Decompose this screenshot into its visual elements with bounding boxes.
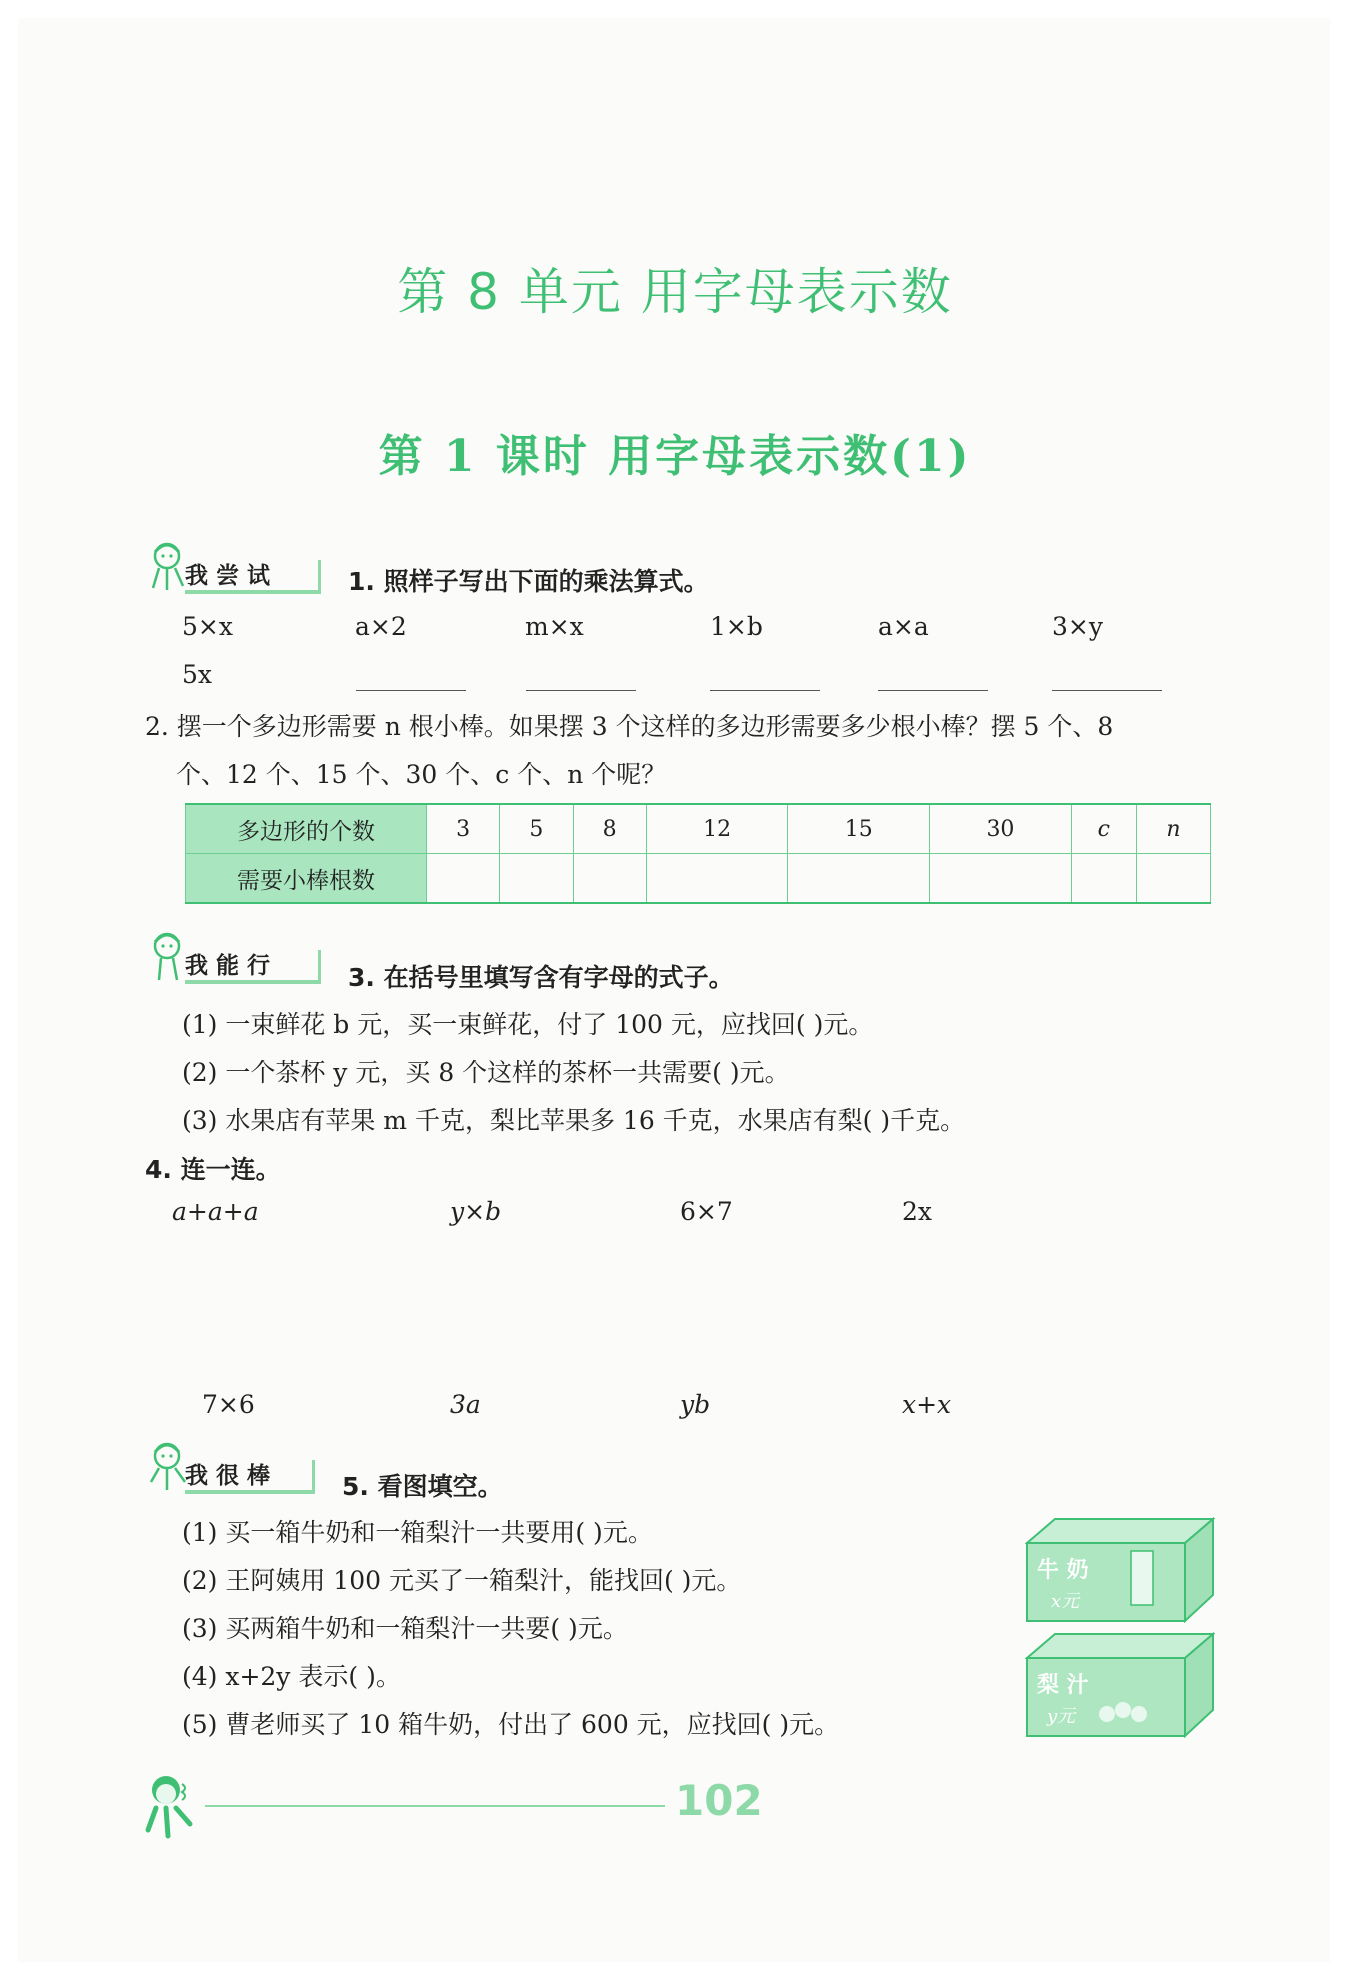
table-cell: 15 (788, 804, 930, 854)
section-badge-try (145, 548, 321, 594)
table-row (186, 854, 1211, 904)
mascot-boy-icon (140, 1770, 202, 1840)
badge-underline (185, 590, 321, 594)
q1-answer-blank[interactable] (356, 690, 466, 691)
q1-answer-blank[interactable] (526, 690, 636, 691)
table-cell: 8 (573, 804, 646, 854)
q4-top-item[interactable]: y×b (450, 1197, 502, 1226)
q1-item: a×2 (355, 612, 407, 641)
q5-item: (3) 买两箱牛奶和一箱梨汁一共要( )元。 (182, 1614, 628, 1643)
milk-price: x元 (1051, 1591, 1080, 1612)
juice-box (1025, 1630, 1215, 1740)
section-badge-can (145, 938, 321, 984)
footer-line (205, 1805, 665, 1807)
table-answer-cell[interactable] (500, 854, 573, 904)
q1-answer-blank[interactable] (1052, 690, 1162, 691)
table-answer-cell[interactable] (573, 854, 646, 904)
juice-label: 梨 汁 (1037, 1673, 1089, 1698)
table-cell: 30 (930, 804, 1072, 854)
q4-top-item[interactable]: a+a+a (172, 1197, 259, 1226)
q1-item: 1×b (710, 612, 763, 641)
q1-item: m×x (525, 612, 584, 641)
table-cell: 12 (646, 804, 788, 854)
q3-title: 3. 在括号里填写含有字母的式子。 (348, 963, 734, 992)
milk-box (1025, 1515, 1215, 1625)
q1-answer-blank[interactable] (710, 690, 820, 691)
q3-item: (2) 一个茶杯 y 元，买 8 个这样的茶杯一共需要( )元。 (182, 1058, 790, 1087)
q4-top-item[interactable]: 2x (902, 1197, 933, 1226)
q2-line2: 个、12 个、15 个、30 个、c 个、n 个呢？ (176, 760, 667, 789)
section-label-try: 我尝试 (185, 563, 278, 589)
table-cell: c (1071, 804, 1136, 854)
q4-title: 4. 连一连。 (145, 1155, 281, 1184)
polygon-table (185, 803, 1211, 904)
table-row (186, 804, 1211, 854)
table-answer-cell[interactable] (427, 854, 500, 904)
table-answer-cell[interactable] (1136, 854, 1210, 904)
q5-item: (2) 王阿姨用 100 元买了一箱梨汁，能找回( )元。 (182, 1566, 742, 1595)
q1-item: 3×y (1052, 612, 1103, 641)
q5-item: (1) 买一箱牛奶和一箱梨汁一共要用( )元。 (182, 1518, 653, 1547)
badge-divider (312, 1460, 315, 1494)
q4-bottom-item[interactable]: 7×6 (202, 1390, 255, 1419)
table-answer-cell[interactable] (646, 854, 788, 904)
lesson-title: 第 1 课时 用字母表示数(1) (378, 431, 972, 482)
q1-answer-blank[interactable] (878, 690, 988, 691)
table-answer-cell[interactable] (930, 854, 1072, 904)
table-header-sticks: 需要小棒根数 (186, 854, 427, 904)
q1-title: 1. 照样子写出下面的乘法算式。 (348, 567, 709, 596)
q4-bottom-item[interactable]: yb (680, 1390, 711, 1419)
table-answer-cell[interactable] (1071, 854, 1136, 904)
q1-example-answer: 5x (182, 660, 213, 689)
table-header-count: 多边形的个数 (186, 804, 427, 854)
badge-underline (185, 980, 321, 984)
badge-divider (318, 950, 321, 984)
section-badge-great (145, 1448, 315, 1494)
q5-item: (4) x+2y 表示( )。 (182, 1662, 401, 1691)
q1-item: 5×x (182, 612, 233, 641)
q1-item: a×a (878, 612, 929, 641)
q5-title: 5. 看图填空。 (342, 1472, 503, 1501)
section-label-great: 我很棒 (185, 1463, 278, 1489)
table-cell: 5 (500, 804, 573, 854)
milk-label: 牛 奶 (1037, 1558, 1089, 1583)
table-cell: n (1136, 804, 1210, 854)
badge-divider (318, 560, 321, 594)
table-answer-cell[interactable] (788, 854, 930, 904)
table-cell: 3 (427, 804, 500, 854)
q4-bottom-item[interactable]: 3a (450, 1390, 481, 1419)
section-label-can: 我能行 (185, 953, 278, 979)
q4-top-item[interactable]: 6×7 (680, 1197, 733, 1226)
badge-underline (185, 1490, 315, 1494)
unit-title: 第 8 单元 用字母表示数 (397, 263, 953, 321)
q5-item: (5) 曹老师买了 10 箱牛奶，付出了 600 元，应找回( )元。 (182, 1710, 840, 1739)
q2-line1: 2. 摆一个多边形需要 n 根小棒。如果摆 3 个这样的多边形需要多少根小棒？摆 5 个、8 (145, 712, 1114, 741)
q3-item: (3) 水果店有苹果 m 千克，梨比苹果多 16 千克，水果店有梨( )千克。 (182, 1106, 966, 1135)
q3-item: (1) 一束鲜花 b 元，买一束鲜花，付了 100 元，应找回( )元。 (182, 1010, 874, 1039)
page-number: 102 (675, 1776, 763, 1825)
q4-bottom-item[interactable]: x+x (902, 1390, 952, 1419)
juice-price: y元 (1047, 1706, 1076, 1727)
